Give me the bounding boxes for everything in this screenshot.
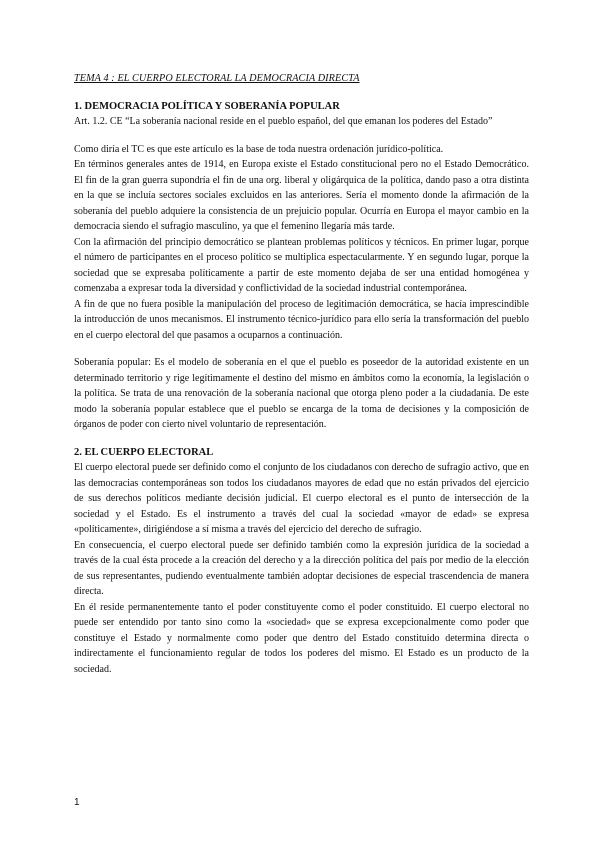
section-heading-cuerpo-electoral: 2. EL CUERPO ELECTORAL bbox=[74, 446, 214, 458]
section-heading-democracia: 1. DEMOCRACIA POLÍTICA Y SOBERANÍA POPULAR bbox=[74, 100, 340, 112]
paragraph: En consecuencia, el cuerpo electoral puede ser definido también como la expresión jurídica de la sociedad a través de la cual ésta procede a la creación del derecho y a la dirección política del país por medio de la elección de sus representantes, pudiendo eventualmente también adoptar decisiones de especial trascendencia de manera directa. bbox=[74, 539, 529, 597]
document-title: TEMA 4 : EL CUERPO ELECTORAL LA DEMOCRACIA DIRECTA bbox=[74, 73, 360, 84]
paragraph-soberania-popular: Soberanía popular: Es el modelo de soberanía en el que el pueblo es poseedor de la autoridad existente en un determinado territorio y rige legítimamente el destino del mismo en ámbitos como la economía, la legislación o la política. Se trata de una renovación de la soberanía nacional que otorga pleno poder a la ciudadanía. De este modo la soberanía popular establece que el pueblo se encarga de la toma de decisiones y la composición de órganos de poder con cierto nivel voluntario de representación. bbox=[74, 357, 529, 430]
constitution-quote: Art. 1.2. CE “La soberanía nacional reside en el pueblo español, del que emanan los poderes del Estado” bbox=[74, 116, 493, 127]
paragraph-gap bbox=[74, 130, 529, 142]
paragraph: A fin de que no fuera posible la manipulación del proceso de legitimación democrática, se hacía imprescindible la introducción de unos mecanismos. El instrumento técnico-jurídico para ello sería la transformación del pueblo en el cuerpo electoral del que pasamos a ocuparnos a continuación. bbox=[74, 298, 529, 341]
document-body bbox=[74, 71, 529, 677]
paragraph: Como diría el TC es que este artículo es la base de toda nuestra ordenación jurídico-política. bbox=[74, 143, 444, 155]
paragraph: El cuerpo electoral puede ser definido como el conjunto de los ciudadanos con derecho de sufragio activo, que en las democracias contemporáneas son todos los ciudadanos mayores de edad que no están privados del ejercicio de sus derechos políticos mediante decisión judicial. El cuerpo electoral es el punto de intersección de la sociedad y el Estado. Es el instrumento a través del cual la sociedad «mayor de edad» se expresa «políticamente», dirigiéndose a sí misma a través del ejercicio del derecho de sufragio. bbox=[74, 462, 529, 535]
paragraph-gap bbox=[74, 343, 529, 355]
paragraph-gap bbox=[74, 433, 529, 445]
paragraph: En él reside permanentemente tanto el poder constituyente como el poder constituido. El cuerpo electoral no puede ser entendido por tanto sino como la «sociedad» que se expresa excepcionalmente como poder que constituye el Estado y normalmente como poder que dentro del Estado constituido determina directa o indirectamente el funcionamiento regular de todos los poderes del mismo. El Estado es un producto de la sociedad. bbox=[74, 601, 529, 675]
paragraph: Con la afirmación del principio democrático se plantean problemas políticos y técnicos. En primer lugar, porque el número de participantes en el proceso político se multiplica espectacularmente. Y en segundo lugar, porque la sociedad que se expresaba políticamente a partir de este momento dejaba de ser una entidad homogénea y comenzaba a expresar toda la diversidad y conflictividad de la sociedad industrial contemporánea. bbox=[74, 236, 529, 294]
page-number: 1 bbox=[74, 797, 80, 808]
paragraph: En términos generales antes de 1914, en Europa existe el Estado constitucional pero no el Estado Democrático. El fin de la gran guerra supondría el fin de una org. liberal y oligárquica de la política, dando paso a otra distinta en la que se incluía sectores sociales excluidos en las anteriores. Sería el momento donde la afirmación de la soberanía del pueblo adquiere la consistencia de un prejuicio popular. Ocurría en Europa el mayor cambio en la democracia siendo el sufragio masculino, ya que el femenino llegaría más tarde. bbox=[74, 159, 529, 232]
